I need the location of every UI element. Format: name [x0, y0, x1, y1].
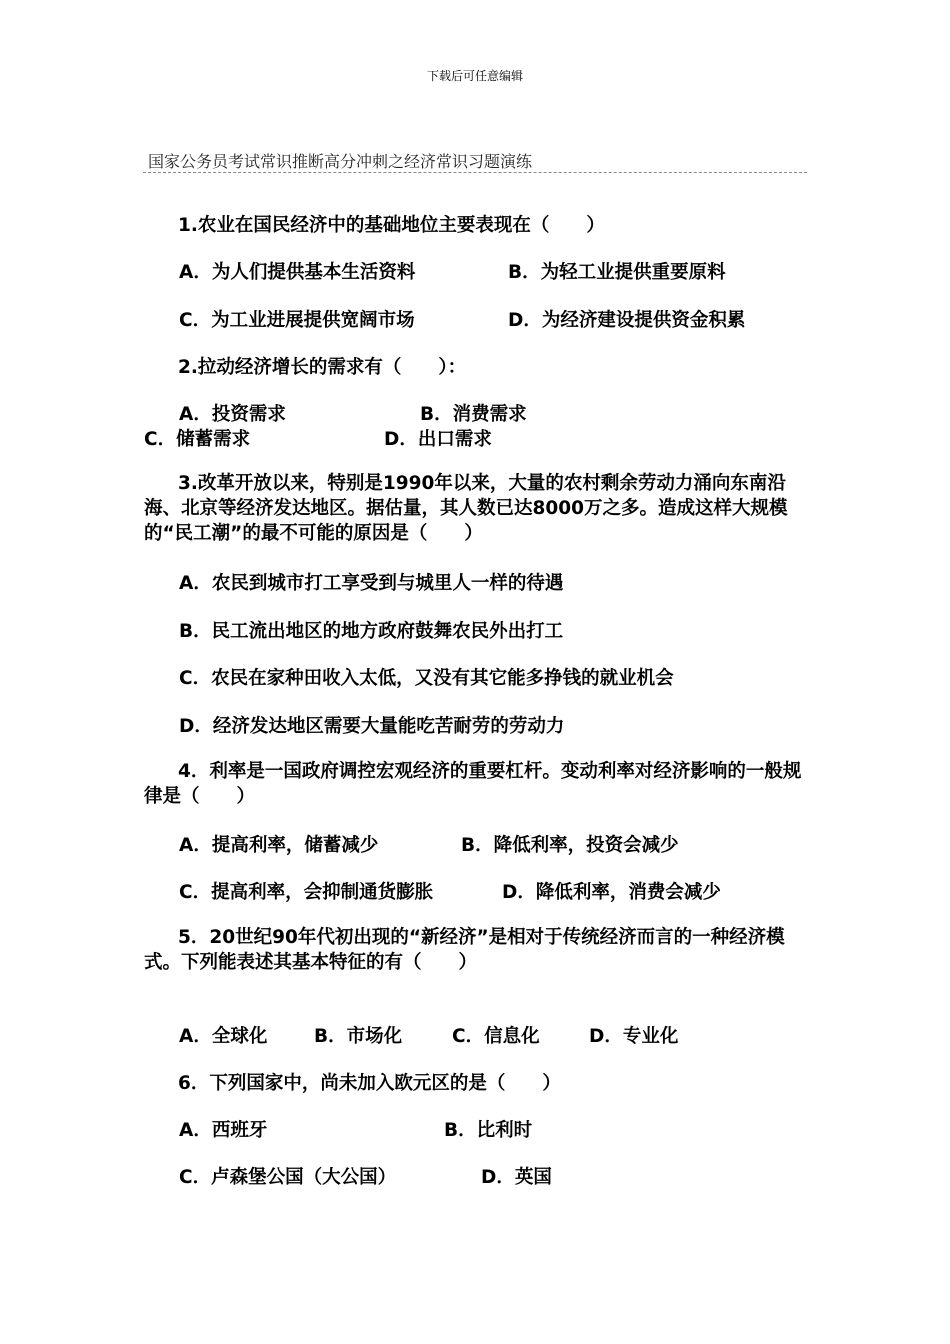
- option: D．经济发达地区需要大量能吃苦耐劳的劳动力: [179, 716, 565, 737]
- option: D．英国: [481, 1167, 552, 1188]
- option: C．卢森堡公国（大公国）: [179, 1167, 397, 1188]
- option: A．西班牙: [179, 1120, 268, 1141]
- option: B．消费需求: [420, 404, 527, 425]
- option: A．提高利率，储蓄减少: [179, 835, 379, 856]
- option: A．为人们提供基本生活资料: [179, 262, 416, 283]
- option: A．投资需求: [179, 404, 286, 425]
- option: C．储蓄需求: [144, 429, 251, 450]
- question-stem: 3.改革开放以来，特别是1990年以来，大量的农村剩余劳动力涌向东南沿海、北京等经济发达地区。据估量，其人数已达8000万之多。造成这样大规模的“民工潮”的最不可能的原因是（ ）: [144, 473, 788, 544]
- question-stem: 4．利率是一国政府调控宏观经济的重要杠杆。变动利率对经济影响的一般规律是（ ）: [144, 761, 802, 807]
- option: B．比利时: [444, 1120, 533, 1141]
- option: C．信息化: [452, 1026, 540, 1047]
- header-note: 下载后可任意编辑: [426, 69, 523, 83]
- document-title: 国家公务员考试常识推断高分冲刺之经济常识习题演练: [148, 152, 533, 171]
- option: D．降低利率，消费会减少: [502, 882, 721, 903]
- option: A．农民到城市打工享受到与城里人一样的待遇: [179, 573, 564, 594]
- option: D．专业化: [589, 1026, 679, 1047]
- question-stem: 1.农业在国民经济中的基础地位主要表现在（ ）: [178, 215, 605, 236]
- question-stem: 2.拉动经济增长的需求有（ ）：: [178, 357, 467, 378]
- option: C．提高利率，会抑制通货膨胀: [179, 882, 434, 903]
- option: C．为工业进展提供宽阔市场: [179, 310, 415, 331]
- option: D．为经济建设提供资金积累: [508, 310, 746, 331]
- option: B．降低利率，投资会减少: [461, 835, 679, 856]
- option: A．全球化: [179, 1026, 268, 1047]
- option: B．民工流出地区的地方政府鼓舞农民外出打工: [179, 621, 564, 642]
- title-divider: [143, 172, 807, 173]
- option: D．出口需求: [384, 429, 492, 450]
- option: B．市场化: [314, 1026, 403, 1047]
- question-stem: 6．下列国家中，尚未加入欧元区的是（ ）: [178, 1073, 561, 1094]
- option: C．农民在家种田收入太低，又没有其它能多挣钱的就业机会: [179, 668, 674, 689]
- question-stem: 5．20世纪90年代初出现的“新经济”是相对于传统经济而言的一种经济模式。下列能表述其基本特征的有（ ）: [144, 927, 785, 973]
- option: B．为轻工业提供重要原料: [508, 262, 726, 283]
